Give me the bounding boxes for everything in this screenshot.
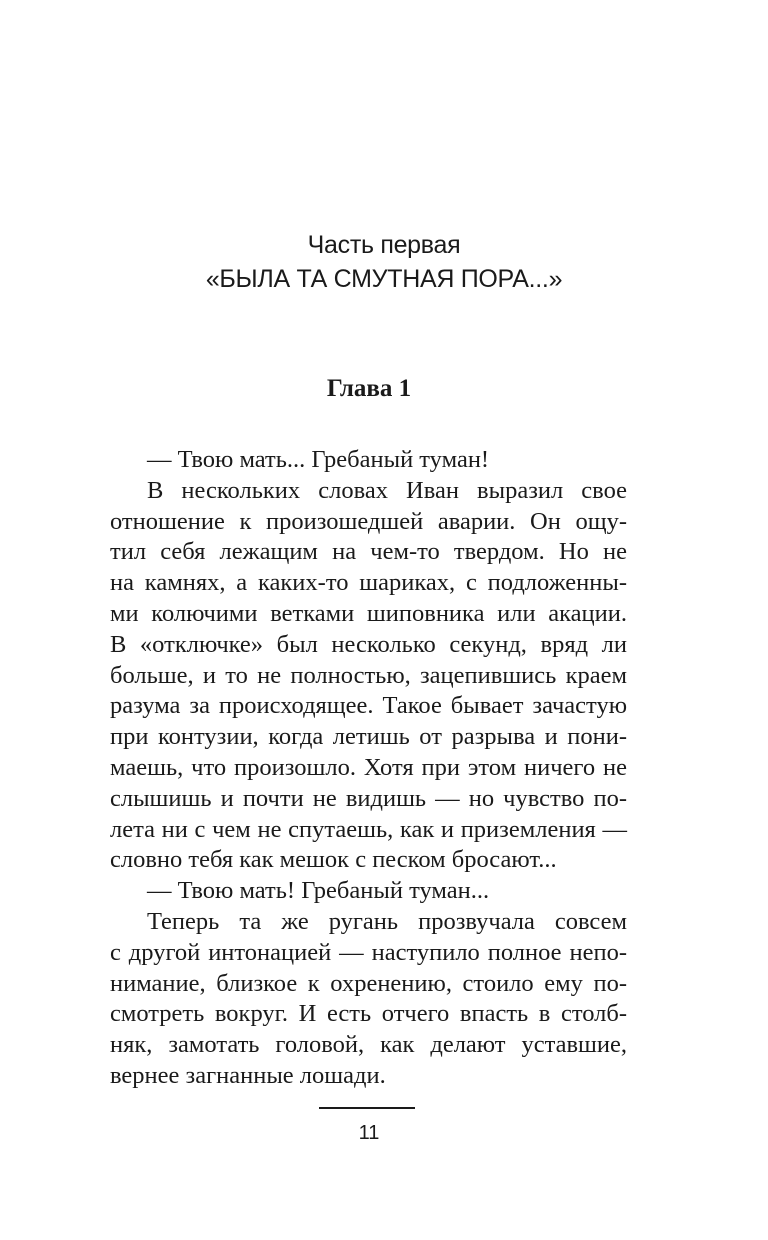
text-line: лета ни с чем не спутаешь, как и приземления — [110, 815, 627, 843]
text-line: слышишь и почти не видишь — но чувство по- [110, 784, 627, 812]
paragraph-3 [110, 876, 627, 907]
text-line: — Твою мать... Гребаный туман! [147, 446, 490, 473]
text-line: Теперь та же ругань прозвучала совсем [147, 907, 627, 935]
body-text [110, 445, 627, 1092]
text-line: на камнях, а каких-то шариках, с подложенны- [110, 569, 627, 597]
text-line: смотреть вокруг. И есть отчего впасть в столб- [110, 1000, 627, 1028]
text-line: маешь, что произошло. Хотя при этом ничего не [110, 753, 627, 781]
text-line: В «отключке» был несколько секунд, вряд ли [110, 630, 627, 658]
text-line: няк, замотать головой, как делают уставшие, [110, 1031, 627, 1059]
text-line: разума за происходящее. Такое бывает зачастую [110, 692, 627, 720]
part-label: Часть первая [307, 231, 461, 259]
part-name: «БЫЛА ТА СМУТНАЯ ПОРА...» [205, 265, 563, 293]
text-line: В нескольких словах Иван выразил свое [147, 476, 627, 504]
text-line: с другой интонацией — наступило полное непо- [110, 938, 627, 966]
text-line: — Твою мать! Гребаный туман... [147, 877, 490, 905]
text-line: словно тебя как мешок с песком бросают... [110, 846, 557, 874]
footer-rule [319, 1107, 415, 1109]
chapter-title: Глава 1 [326, 375, 412, 402]
paragraph-4 [110, 907, 627, 1092]
page-number: 11 [358, 1122, 380, 1144]
text-line: вернее загнанные лошади. [110, 1061, 386, 1089]
paragraph-2 [110, 476, 627, 876]
text-line: ми колючими ветками шиповника или акации. [110, 599, 627, 627]
paragraph-1 [110, 445, 627, 476]
text-line: нимание, близкое к охренению, стоило ему по- [110, 969, 627, 997]
text-line: при контузии, когда летишь от разрыва и пони- [110, 723, 627, 751]
text-line: тил себя лежащим на чем-то твердом. Но не [110, 538, 627, 566]
text-line: больше, и то не полностью, зацепившись краем [110, 661, 627, 689]
text-line: отношение к произошедшей аварии. Он ощу- [110, 507, 627, 535]
